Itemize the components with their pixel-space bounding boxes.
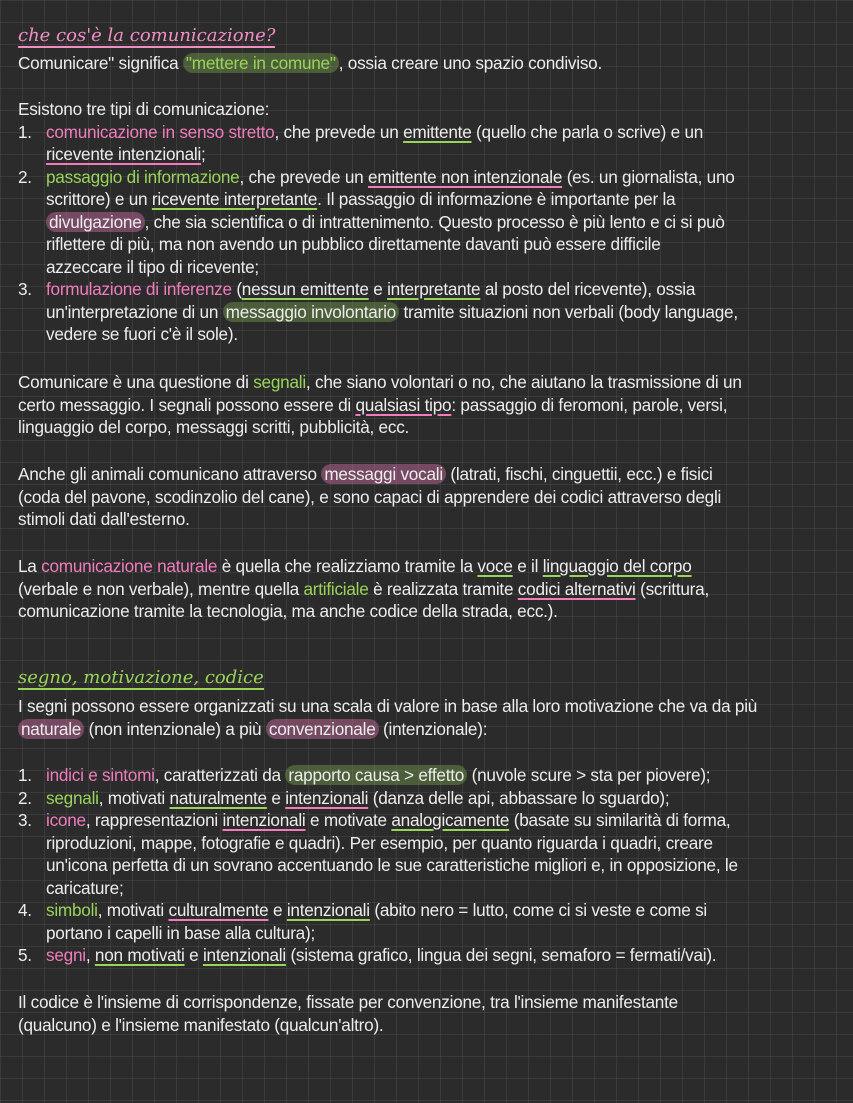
text: , caratterizzati da [154, 765, 286, 785]
text: linguaggio del corpo, messaggi scritti, pubblicità, ecc. [18, 417, 410, 437]
underlined-term: ricevente intenzionali [46, 144, 202, 164]
text: , ossia creare uno spazio condiviso. [338, 53, 602, 73]
paragraph-signs [18, 695, 850, 740]
section-title [18, 666, 264, 690]
text: è realizzata tramite [368, 578, 518, 599]
types-intro: Esistono tre tipi di comunicazione: [18, 99, 270, 119]
text: , che siano volontari o no, che aiutano la trasmissione di un [305, 372, 742, 392]
text: e [268, 900, 287, 920]
highlight: messaggio involontario [223, 302, 399, 322]
text: (danza delle api, abbassare lo sguardo); [368, 787, 670, 808]
term: comunicazione naturale [41, 556, 218, 576]
list-item-cont [18, 143, 850, 166]
text: Il codice è l'insieme di corrispondenze, fissate per convenzione, tra l'insieme manifestante [18, 992, 678, 1012]
text: (abito nero = lutto, come ci si veste e come si [369, 900, 707, 920]
text: tramite situazioni non verbali (body language, [398, 301, 738, 322]
text: , che sia scientifica o di intrattenimento. Questo processo è più lento e ci si può [144, 211, 725, 232]
list-item [18, 764, 850, 787]
text: (intenzionale): [378, 718, 488, 739]
list-item-cont: un'icona perfetta di un sovrano accentuando le sue caratteristiche migliori e, in opposizione, le [46, 855, 738, 875]
list-number: 3. [18, 279, 32, 299]
underlined-term: non motivati [94, 945, 185, 965]
list-number: 3. [18, 810, 32, 830]
text: I segni possono essere organizzati su una scala di valore in base alla loro motivazione che va da più [18, 696, 758, 716]
term: segni [46, 945, 86, 965]
text: Comunicare" significa [18, 53, 183, 73]
text: (sistema grafico, lingua dei segni, semaforo = fermati/vai). [285, 945, 717, 965]
term: segnali [46, 787, 99, 808]
term: formulazione di inferenze [46, 279, 232, 299]
list-item-cont [18, 301, 850, 324]
list-number: 5. [18, 945, 32, 965]
list-item [18, 787, 850, 810]
term: artificiale [303, 578, 369, 599]
text: certo messaggio. I segnali possono essere di [18, 394, 356, 415]
underlined-term: linguaggio del corpo [542, 556, 692, 576]
text: al posto del ricevente), ossia [480, 279, 696, 299]
list-item [18, 121, 850, 144]
text: , [85, 945, 95, 965]
list-item [18, 166, 850, 189]
paragraph-signals [18, 371, 850, 439]
highlight: rapporto causa > effetto [285, 765, 467, 785]
underlined-term: ricevente interpretante [151, 189, 318, 209]
list-number: 1. [18, 121, 32, 142]
text: ( [231, 279, 242, 299]
underlined-term: nessun emittente [241, 279, 369, 299]
list-item-cont: azzeccare il tipo di ricevente; [46, 256, 259, 277]
underlined-term: voce [477, 556, 513, 576]
text: ; [201, 144, 206, 164]
term: indici e sintomi [46, 765, 155, 785]
term: icone [46, 810, 86, 830]
text: comunicazione tramite la tecnologia, ma anche codice della strada, ecc.). [18, 601, 558, 621]
list-item-cont: riflettere di più, ma non avendo un pubblico direttamente davanti può essere difficile [46, 234, 661, 254]
list-item [18, 899, 850, 922]
text: (basate su similarità di forma, [509, 810, 731, 830]
text: stimoli dati dall'esterno. [18, 509, 190, 529]
underlined-term: intenzionali [202, 945, 286, 965]
highlight: divulgazione [46, 212, 145, 232]
list-number: 1. [18, 765, 32, 785]
list-item-cont: riproduzioni, mappe, fotografie e quadri). Per esempio, per quanto riguarda i quadri, creare [46, 832, 713, 853]
list-item [18, 809, 850, 832]
text: La [18, 556, 42, 576]
text: Anche gli animali comunicano attraverso [18, 464, 322, 484]
list-item-cont: caricature; [46, 877, 124, 898]
highlight: naturale [18, 719, 84, 739]
section-title [18, 24, 275, 48]
highlight: messaggi vocali [321, 464, 446, 484]
list-number: 4. [18, 900, 32, 920]
underlined-term: qualsiasi tipo [355, 394, 452, 415]
text: (latrati, fischi, cinguettii, ecc.) e fisici [445, 464, 713, 484]
list-number: 2. [18, 166, 32, 187]
section-title-text: che cos'è la comunicazione? [18, 25, 276, 46]
quote-highlight: "mettere in comune" [183, 53, 339, 73]
section-title-text: segno, motivazione, codice [18, 667, 264, 688]
text: , motivati [98, 787, 170, 808]
list-item-cont: portano i capelli in base alla cultura); [46, 922, 315, 943]
underlined-term: intenzionali [286, 900, 370, 920]
underlined-term: analogicamente [391, 810, 510, 830]
text: e il [512, 556, 543, 576]
highlight: convenzionale [266, 719, 379, 739]
text: (non intenzionale) a più [84, 718, 266, 739]
underlined-term: interpretante [387, 279, 481, 299]
list-item [18, 278, 850, 301]
text: (es. un giornalista, uno [562, 166, 735, 187]
term: passaggio di informazione [46, 166, 240, 187]
text: (scrittura, [635, 578, 709, 599]
underlined-term: intenzionali [222, 810, 306, 830]
text: . Il passaggio di informazione è importante per la [317, 189, 676, 209]
text: (qualcuno) e l'insieme manifestato (qualcun'altro). [18, 1014, 384, 1035]
list-item-cont [18, 211, 850, 234]
text: (coda del pavone, scodinzolio del cane), e sono capaci di apprendere dei codici attraverso degli [18, 486, 722, 507]
text: e motivate [305, 810, 392, 830]
types-list [18, 98, 850, 346]
text: , che prevede un [239, 166, 369, 187]
underlined-term: codici alternativi [517, 578, 636, 599]
text: (nuvole scure > sta per piovere); [467, 765, 711, 785]
underlined-term: naturalmente [169, 787, 267, 808]
list-item-cont: vedere se fuori c'è il sole). [46, 324, 238, 344]
text: , rappresentazioni [85, 810, 223, 830]
list-item-cont [18, 188, 850, 211]
text: e [184, 945, 203, 965]
text: (verbale e non verbale), mentre quella [18, 578, 304, 599]
list-item [18, 944, 850, 967]
term: simboli [46, 900, 98, 920]
paragraph-code [18, 991, 850, 1036]
paragraph-animals [18, 463, 850, 531]
paragraph-intro [18, 52, 850, 75]
text: è quella che realizziamo tramite la [217, 556, 478, 576]
underlined-term: culturalmente [168, 900, 269, 920]
text: , che prevede un [274, 121, 404, 142]
list-number: 2. [18, 787, 32, 808]
text: un'interpretazione di un [46, 301, 223, 322]
term: comunicazione in senso stretto [46, 121, 275, 142]
term: segnali [253, 372, 306, 392]
text: e [266, 787, 286, 808]
text: scrittore) e un [46, 189, 152, 209]
text: e [368, 279, 388, 299]
text: , motivati [97, 900, 169, 920]
text: Comunicare è una questione di [18, 372, 254, 392]
text: (quello che parla o scrive) e un [471, 121, 704, 142]
paragraph-natural [18, 555, 850, 623]
underlined-term: emittente [403, 121, 472, 142]
underlined-term: intenzionali [285, 787, 369, 808]
underlined-term: emittente non intenzionale [368, 166, 563, 187]
text: : passaggio di feromoni, parole, versi, [451, 394, 728, 415]
signs-list [18, 764, 850, 967]
